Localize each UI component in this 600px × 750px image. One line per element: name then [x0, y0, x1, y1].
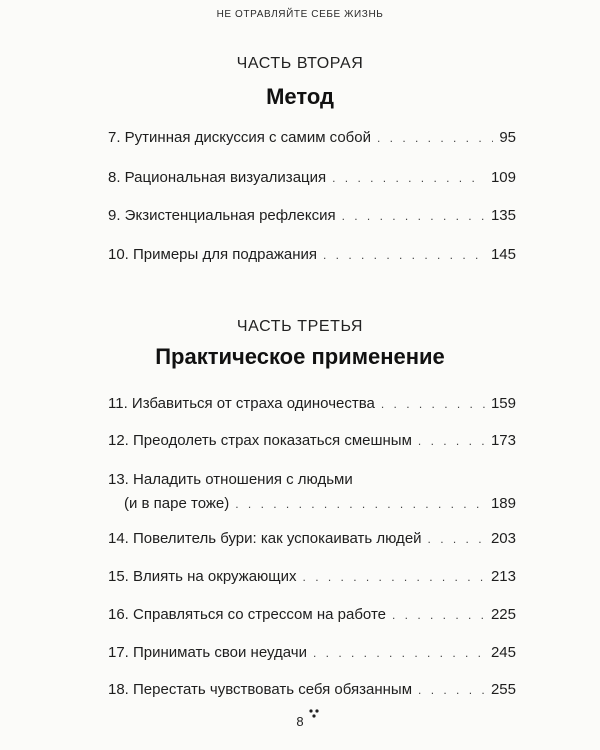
- dot-leader: [323, 245, 485, 265]
- page-number: 8: [296, 714, 304, 729]
- toc-entry-title: 18. Перестать чувствовать себя обязанным: [108, 681, 413, 698]
- dot-leader: [313, 643, 485, 663]
- toc-entry-14[interactable]: [108, 529, 516, 549]
- toc-entry-page: 159: [490, 395, 516, 412]
- toc-entry-title: 13. Наладить отношения с людьми: [108, 471, 353, 488]
- toc-entry-title: 10. Примеры для подражания: [108, 246, 317, 263]
- toc-entry-13[interactable]: [108, 470, 516, 514]
- page-folio: [0, 714, 600, 729]
- toc-entry-title: 12. Преодолеть страх показаться смешным: [108, 432, 412, 449]
- toc-entry-10[interactable]: [108, 245, 516, 265]
- toc-entry-17[interactable]: [108, 643, 516, 663]
- toc-entry-title: 16. Справляться со стрессом на работе: [108, 606, 386, 623]
- toc-entry-title: 17. Принимать свои неудачи: [108, 644, 307, 661]
- dot-leader: [418, 431, 485, 451]
- toc-entry-18[interactable]: [108, 680, 516, 700]
- part-three-label: ЧАСТЬ ТРЕТЬЯ: [236, 318, 364, 335]
- dot-leader: [303, 567, 485, 587]
- toc-entry-page: 225: [490, 606, 516, 623]
- dot-leader: [418, 680, 485, 700]
- toc-entry-12[interactable]: [108, 431, 516, 451]
- toc-entry-page: 95: [499, 129, 516, 146]
- toc-entry-15[interactable]: [108, 567, 516, 587]
- toc-entry-7[interactable]: [108, 128, 516, 148]
- toc-entry-page: 203: [490, 530, 516, 547]
- toc-entry-title: 15. Влиять на окружающих: [108, 568, 297, 585]
- toc-entry-title-continued: (и в паре тоже): [124, 495, 230, 512]
- toc-entry-page: 145: [490, 246, 516, 263]
- toc-entry-8[interactable]: [108, 168, 516, 188]
- running-head: НЕ ОТРАВЛЯЙТЕ СЕБЕ ЖИЗНЬ: [216, 9, 384, 20]
- part-two-label: ЧАСТЬ ВТОРАЯ: [236, 55, 364, 72]
- toc-entry-page: 109: [490, 169, 516, 186]
- dot-leader: [235, 494, 485, 514]
- toc-entry-page: 135: [490, 207, 516, 224]
- toc-entry-11[interactable]: [108, 394, 516, 414]
- toc-entry-9[interactable]: [108, 206, 516, 226]
- toc-entry-title: 8. Рациональная визуализация: [108, 169, 327, 186]
- toc-entry-16[interactable]: [108, 605, 516, 625]
- dot-leader: [377, 128, 493, 148]
- toc-entry-page: 213: [490, 568, 516, 585]
- part-two-title: Метод: [266, 84, 334, 109]
- toc-entry-title: 7. Рутинная дискуссия с самим собой: [108, 129, 371, 146]
- toc-entry-page: 245: [490, 644, 516, 661]
- toc-entry-title: 11. Избавиться от страха одиночества: [108, 395, 375, 412]
- dots-ornament-icon: [308, 708, 320, 720]
- dot-leader: [392, 605, 485, 625]
- dot-leader: [332, 168, 485, 188]
- toc-entry-page: 255: [490, 681, 516, 698]
- dot-leader: [381, 394, 485, 414]
- toc-entry-title: 14. Повелитель бури: как успокаивать людей: [108, 530, 422, 547]
- part-three-title: Практическое применение: [155, 344, 445, 369]
- toc-entry-title: 9. Экзистенциальная рефлексия: [108, 207, 336, 224]
- dot-leader: [428, 529, 485, 549]
- toc-entry-page: 189: [490, 495, 516, 512]
- toc-entry-page: 173: [490, 432, 516, 449]
- dot-leader: [342, 206, 485, 226]
